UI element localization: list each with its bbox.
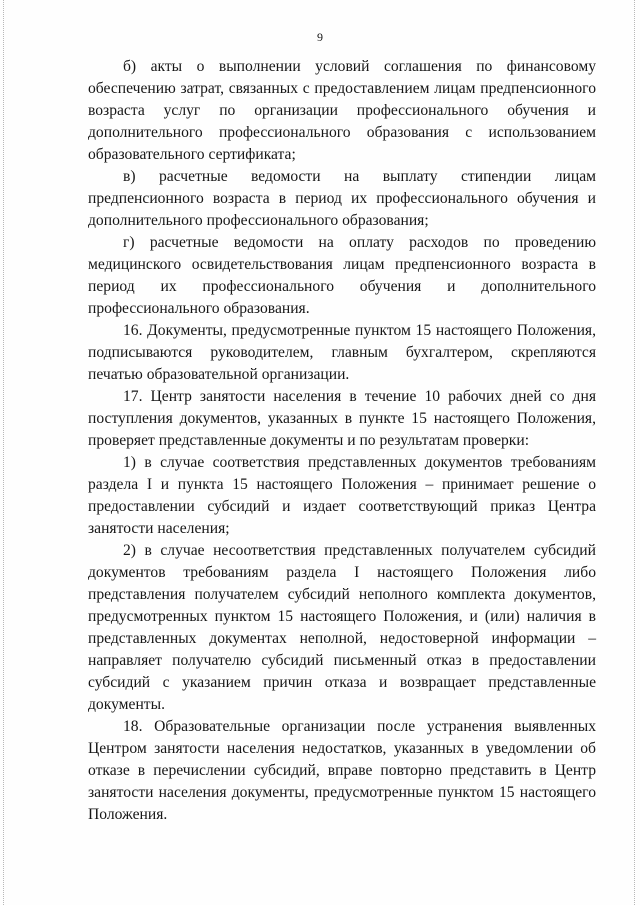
paragraph-17-2: 2) в случае несоответствия представленных получателем субсидий документов требованиям раздела I настоящего Положения либо представления получателем субсидий неполного комплекта документов, предусмотренных пунктом 15 настоящего Положения, и (или) наличия в представленных документах неполной, недостоверной информации – направляет получателю субсидий письменный отказ в предоставлении субсидий с указанием причин отказа и возвращает представленные документы.: [88, 542, 596, 713]
paragraph-v-stipend: в) расчетные ведомости на выплату стипендии лицам предпенсионного возраста в период их профессионального обучения и дополнительного профессионального образования;: [88, 168, 596, 229]
scan-edge-right: [634, 0, 635, 905]
page-number: 9: [317, 30, 323, 44]
paragraph-17: 17. Центр занятости населения в течение 10 рабочих дней со дня поступления документов, указанных в пункте 15 настоящего Положения, проверяет представленные документы и по результатам проверки:: [88, 388, 596, 449]
paragraph-17-1: 1) в случае соответствия представленных документов требованиям раздела I и пункта 15 настоящего Положения – принимает решение о предоставлении субсидий и издает соответствующий приказ Центра занятости населения;: [88, 454, 596, 537]
document-body: [88, 56, 596, 826]
paragraph-18: 18. Образовательные организации после устранения выявленных Центром занятости населения недостатков, указанных в уведомлении об отказе в перечислении субсидий, вправе повторно представить в Центр занятости населения документы, предусмотренные пунктом 15 настоящего Положения.: [88, 718, 596, 823]
paragraph-16: 16. Документы, предусмотренные пунктом 15 настоящего Положения, подписываются руководителем, главным бухгалтером, скрепляются печатью образовательной организации.: [88, 322, 596, 383]
scan-edge-left: [3, 0, 4, 905]
paragraph-g-medical: г) расчетные ведомости на оплату расходов по проведению медицинского освидетельствования лицам предпенсионного возраста в период их профессионального обучения и дополнительного профессионального образования.: [88, 234, 596, 317]
paragraph-b-acts: б) акты о выполнении условий соглашения по финансовому обеспечению затрат, связанных с предоставлением лицам предпенсионного возраста услуг по организации профессионального обучения и дополнительного профессионального образования с использованием образовательного сертификата;: [88, 58, 596, 163]
